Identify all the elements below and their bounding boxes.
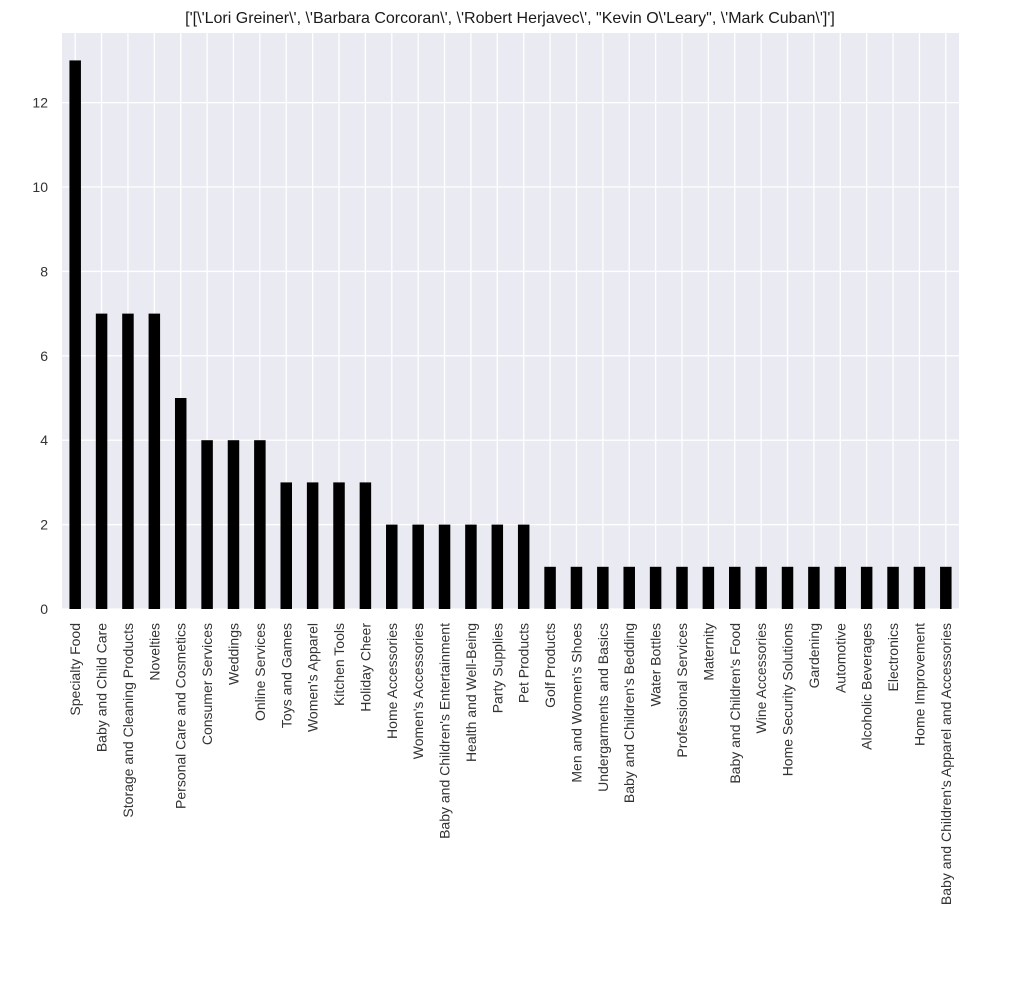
x-tick-label: Health and Well-Being [462,623,479,763]
x-tick-label: Maternity [700,623,717,681]
x-tick-label: Consumer Services [199,623,216,746]
bar [333,482,345,609]
x-tick-label: Electronics [885,623,902,692]
plot-background [62,33,959,609]
bar [808,567,820,609]
bar [175,398,187,609]
bar [307,482,319,609]
chart-title: ['[\'Lori Greiner\', \'Barbara Corcoran\', \'Robert Herjavec\', "Kevin O\'Leary", \'Mark Cuban\']'] [185,10,835,27]
bar [835,567,847,609]
bar [940,567,952,609]
bar [544,567,556,609]
bar [676,567,688,609]
bar [465,525,477,609]
x-tick-label: Baby and Children's Food [726,623,743,784]
x-tick-label: Water Bottles [647,623,664,707]
bar [597,567,609,609]
bar [755,567,767,609]
bar [492,525,504,609]
x-tick-label: Kitchen Tools [331,623,348,707]
x-tick-label: Alcoholic Beverages [858,623,875,750]
bar [729,567,741,609]
y-axis [32,95,48,617]
bar [201,440,213,609]
y-tick-label: 4 [40,432,48,449]
bar [703,567,715,609]
x-tick-label: Women's Apparel [304,623,321,733]
x-tick-label: Baby and Children's Entertainment [436,623,453,839]
bar [914,567,926,609]
x-tick-label: Toys and Games [278,623,295,729]
bar [887,567,899,609]
x-tick-label: Automotive [832,623,849,694]
y-tick-label: 0 [40,601,48,617]
bar [122,314,133,609]
bar [254,440,266,609]
x-tick-label: Women's Accessories [410,623,427,760]
x-tick-label: Men and Women's Shoes [568,623,585,783]
x-tick-label: Baby and Children's Bedding [621,623,638,804]
x-tick-label: Baby and Children's Apparel and Accessories [937,623,954,906]
x-tick-label: Home Improvement [911,623,928,746]
x-tick-label: Online Services [251,623,268,722]
x-tick-label: Storage and Cleaning Products [119,623,136,818]
bar [571,567,583,609]
bar [412,525,424,609]
x-tick-label: Party Supplies [489,623,506,714]
y-tick-label: 8 [40,263,48,280]
bar [96,314,108,609]
x-tick-label: Baby and Child Care [93,623,110,753]
x-tick-label: Home Security Solutions [779,623,796,777]
y-tick-label: 2 [40,516,48,533]
bar [386,525,398,609]
y-tick-label: 12 [32,94,48,111]
bar [228,440,240,609]
x-tick-label: Undergarments and Basics [594,623,611,792]
bar [861,567,873,609]
bar [281,482,293,609]
bar [518,525,530,609]
bar [360,482,372,609]
x-tick-label: Professional Services [673,623,690,758]
x-axis [67,623,954,905]
x-tick-label: Specialty Food [67,623,84,716]
x-tick-label: Holiday Cheer [357,623,374,712]
bar [69,60,81,609]
bar [650,567,662,609]
y-tick-label: 6 [40,347,48,364]
bar [782,567,794,609]
y-tick-label: 10 [32,179,48,196]
x-tick-label: Personal Care and Cosmetics [172,623,189,809]
bar [149,314,161,609]
x-tick-label: Gardening [805,623,822,689]
x-tick-label: Pet Products [515,623,532,704]
x-tick-label: Home Accessories [383,623,400,739]
x-tick-label: Golf Products [542,623,559,708]
bar [623,567,635,609]
bar [439,525,451,609]
x-tick-label: Wine Accessories [753,623,770,734]
x-tick-label: Novelties [146,623,163,681]
x-tick-label: Weddings [225,623,242,686]
